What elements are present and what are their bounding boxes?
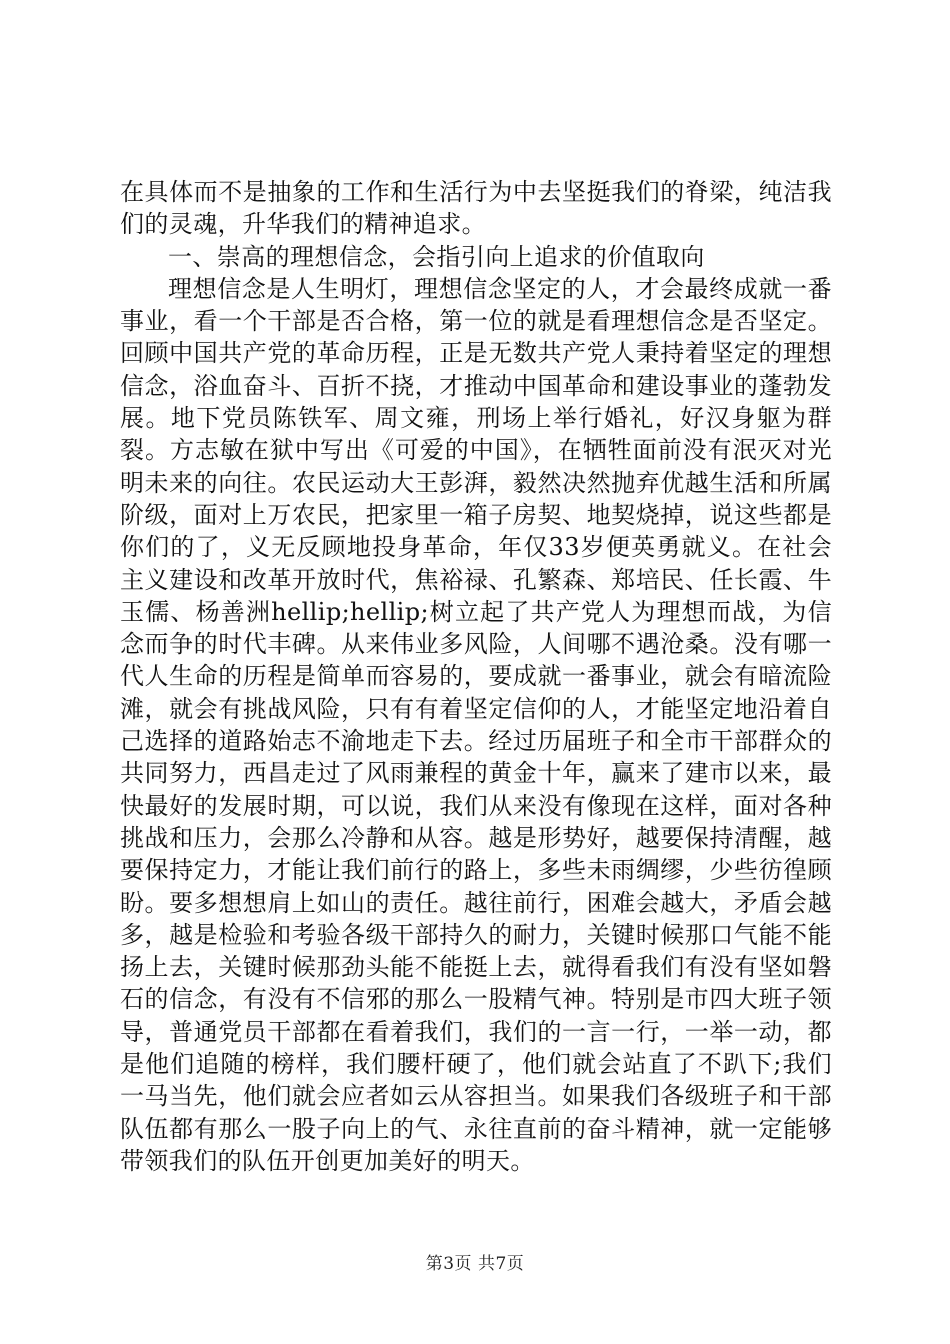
page-number-footer: 第3页 共7页 bbox=[425, 1254, 525, 1274]
paragraph-continuation: 在具体而不是抽象的工作和生活行为中去坚挺我们的脊梁，纯洁我们的灵魂，升华我们的精神追求。 bbox=[120, 178, 832, 239]
paragraph-main: 理想信念是人生明灯，理想信念坚定的人，才会最终成就一番事业，看一个干部是否合格，第一位的就是看理想信念是否坚定。回顾中国共产党的革命历程，正是无数共产党人秉持着坚定的理想信念，浴血奋斗、百折不挠，才推动中国革命和建设事业的蓬勃发展。地下党员陈铁军、周文雍，刑场上举行婚礼，好汉身躯为群裂。方志敏在狱中写出《可爱的中国》，在牺牲面前没有泯灭对光明未来的向往。农民运动大王彭湃，毅然决然抛弃优越生活和所属阶级，面对上万农民，把家里一箱子房契、地契烧掉，说这些都是你们的了，义无反顾地投身革命，年仅33岁便英勇就义。在社会主义建设和改革开放时代，焦裕禄、孔繁森、郑培民、任长霞、牛玉儒、杨善洲hellip;hellip;树立起了共产党人为理想而战，为信念而争的时代丰碑。从来伟业多风险，人间哪不遇沧桑。没有哪一代人生命的历程是简单而容易的，要成就一番事业，就会有暗流险滩，就会有挑战风险，只有有着坚定信仰的人，才能坚定地沿着自己选择的道路始志不渝地走下去。经过历届班子和全市干部群众的共同努力，西昌走过了风雨兼程的黄金十年，赢来了建市以来，最快最好的发展时期，可以说，我们从来没有像现在这样，面对各种挑战和压力，会那么冷静和从容。越是形势好，越要保持清醒，越要保持定力，才能让我们前行的路上，多些未雨绸缪，少些彷徨顾盼。要多想想肩上如山的责任。越往前行，困难会越大，矛盾会越多，越是检验和考验各级干部持久的耐力，关键时候那口气能不能扬上去，关键时候那劲头能不能挺上去，就得看我们有没有坚如磐石的信念，有没有不信邪的那么一股精气神。特别是市四大班子领导，普通党员干部都在看着我们，我们的一言一行，一举一动，都是他们追随的榜样，我们腰杆硬了，他们就会站直了不趴下;我们一马当先，他们就会应者如云从容担当。如果我们各级班子和干部队伍都有那么一股子向上的气、永往直前的奋斗精神，就一定能够带领我们的队伍开创更加美好的明天。 bbox=[120, 274, 832, 1175]
document-body bbox=[120, 176, 832, 1177]
section-heading: 一、崇高的理想信念，会指引向上追求的价值取向 bbox=[168, 242, 705, 271]
